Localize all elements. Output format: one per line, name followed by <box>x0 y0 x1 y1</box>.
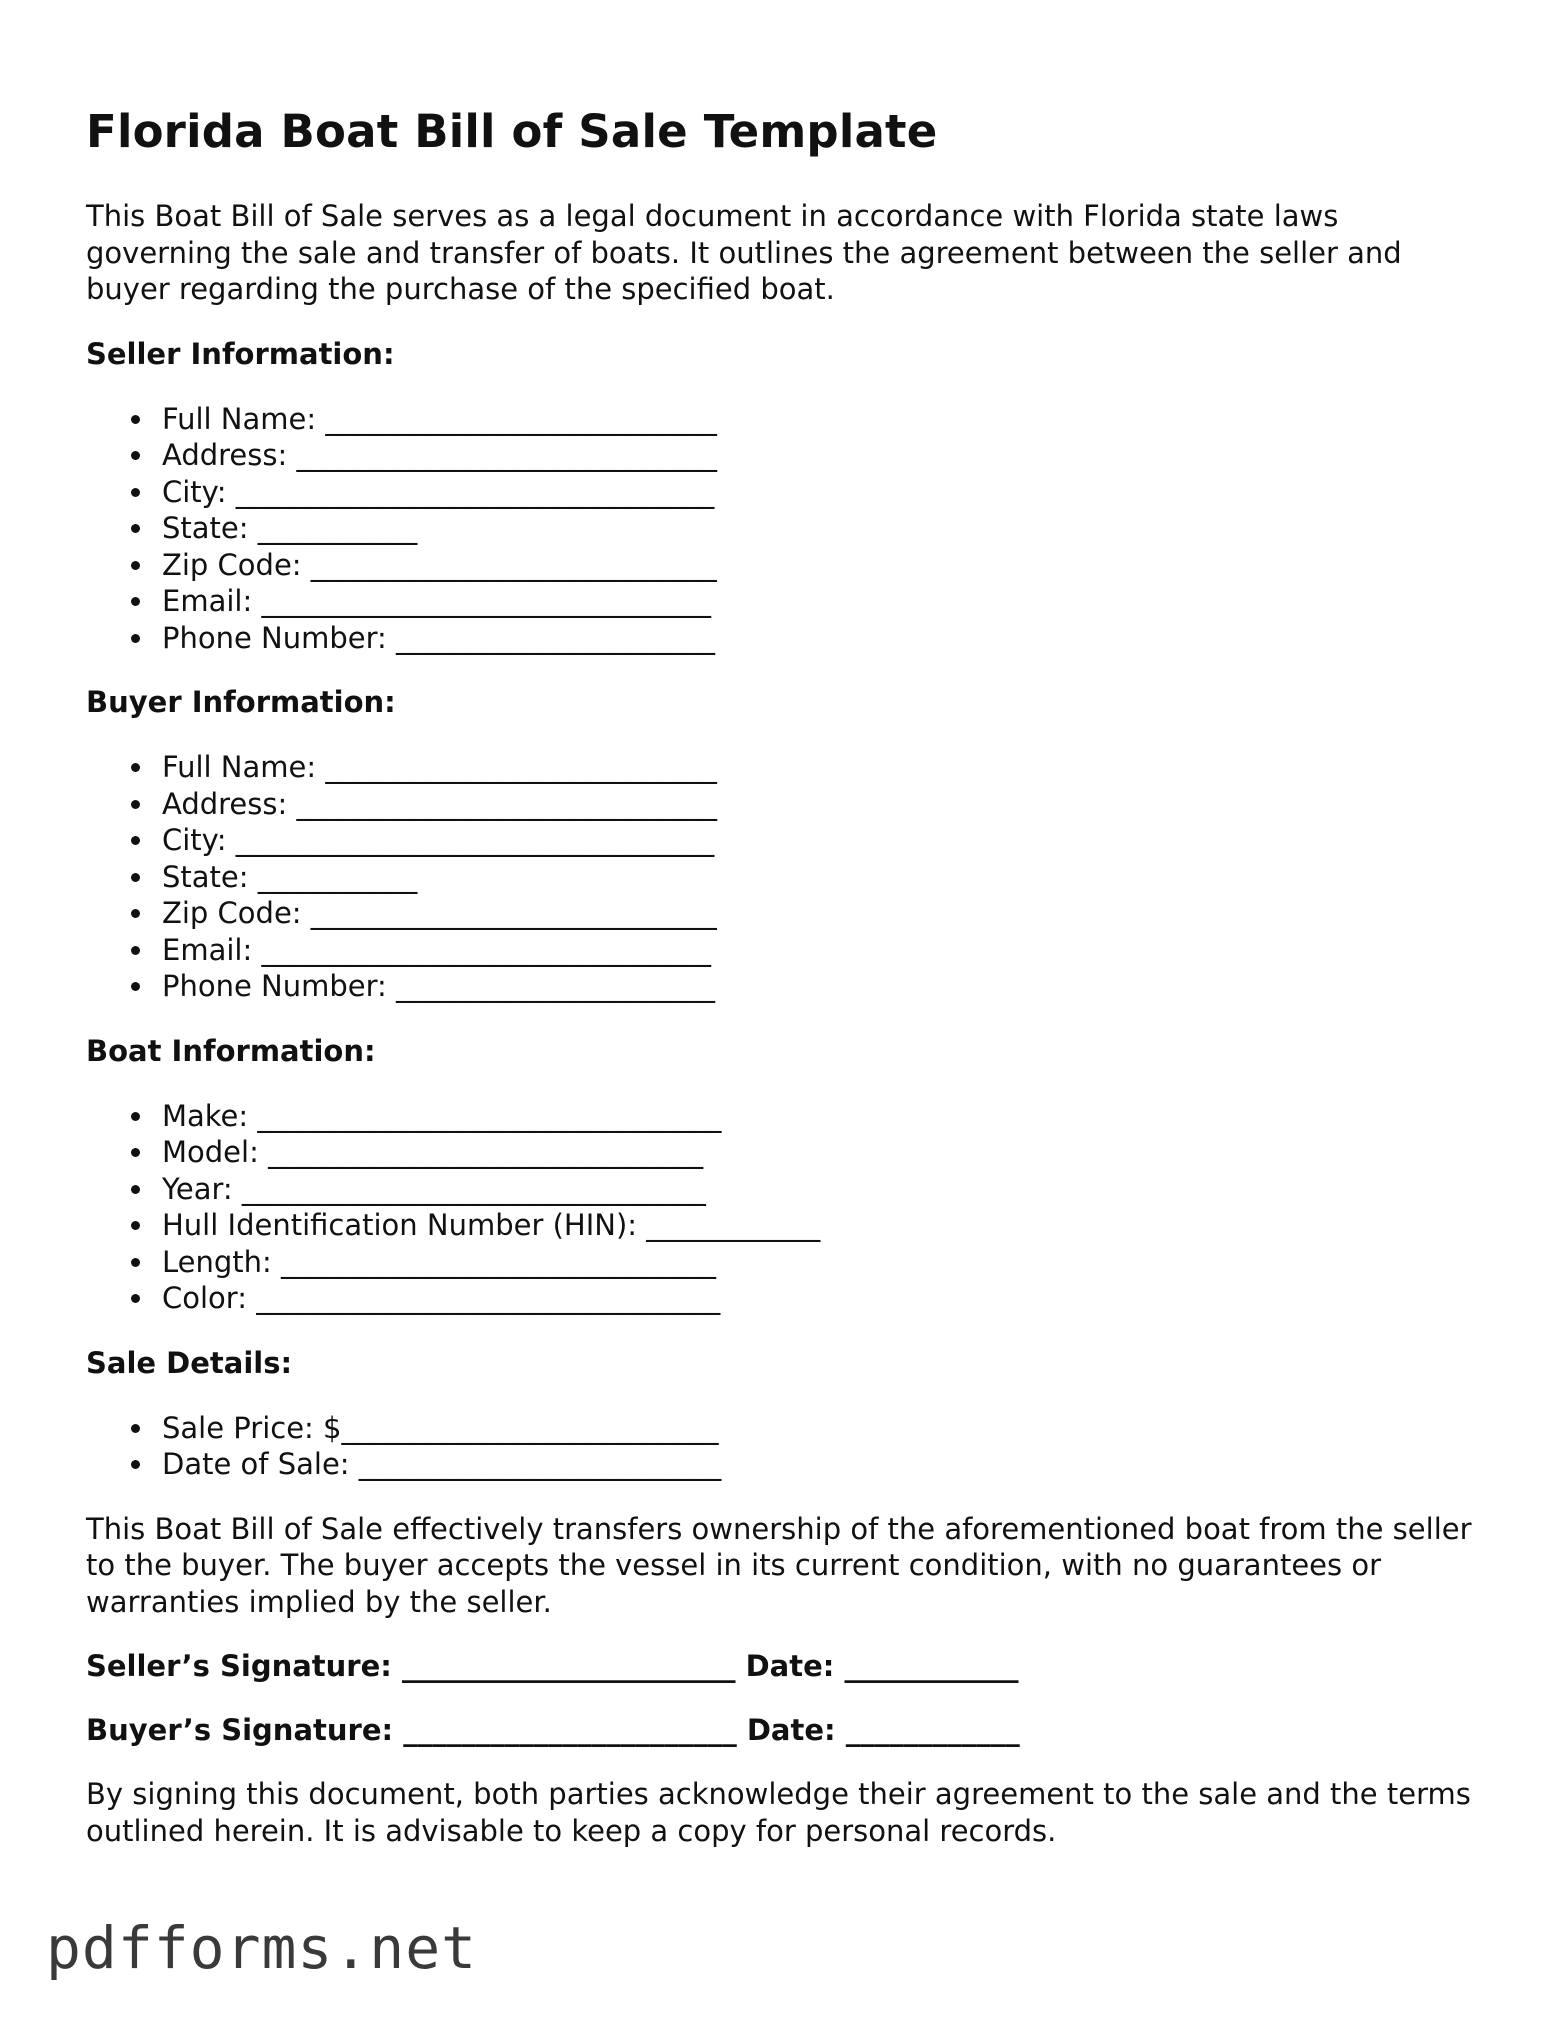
seller-state-field[interactable] <box>86 510 1486 547</box>
field-blank[interactable]: ________________________________ <box>256 1281 721 1315</box>
closing-paragraph: This Boat Bill of Sale effectively transfers ownership of the aforementioned boat from the seller to the buyer. The buyer accepts the vessel in its current condition, with no guarantees or warranties implied by the seller. <box>86 1511 1472 1619</box>
watermark: pdfforms.net <box>46 1914 478 1982</box>
field-label: Make: <box>162 1098 249 1133</box>
seller-section <box>86 336 1486 657</box>
seller-signature-blank[interactable]: _______________________ <box>401 1649 736 1683</box>
field-label: Phone Number: <box>162 620 387 655</box>
boat-model-field[interactable] <box>86 1134 1486 1171</box>
field-label: Phone Number: <box>162 969 387 1003</box>
field-label: Year: <box>162 1171 233 1206</box>
field-blank[interactable]: ___________________________ <box>325 401 717 436</box>
buyer-date-label: Date: <box>746 1713 836 1747</box>
field-blank[interactable]: ________________________________ <box>241 1171 706 1206</box>
seller-email-field[interactable] <box>86 583 1486 620</box>
field-blank[interactable]: _______________________________ <box>261 584 711 618</box>
field-blank[interactable]: ___________ <box>257 859 418 894</box>
buyer-address-field[interactable] <box>86 786 1486 823</box>
seller-full-name-field[interactable] <box>86 401 1486 438</box>
field-label: Email: <box>162 932 253 967</box>
field-label: Model: <box>162 1135 259 1169</box>
field-label: Full Name: <box>162 750 317 784</box>
field-label: City: <box>162 474 227 509</box>
field-blank[interactable]: _________________________________ <box>235 474 715 509</box>
seller-signature-label: Seller’s Signature: <box>86 1649 392 1683</box>
buyer-signature-line <box>86 1712 1486 1748</box>
field-blank[interactable]: ____________ <box>646 1208 821 1242</box>
field-blank[interactable]: _________________________________ <box>235 823 715 857</box>
field-blank[interactable]: ______________________________ <box>281 1244 717 1279</box>
sale-heading: Sale Details: <box>86 1345 293 1380</box>
seller-phone-field[interactable] <box>86 620 1486 657</box>
field-blank[interactable]: _______________________________ <box>261 932 711 967</box>
boat-color-field[interactable] <box>86 1280 1486 1317</box>
boat-section <box>86 1033 1486 1317</box>
field-blank[interactable]: _____________________________ <box>296 438 717 472</box>
buyer-zip-field[interactable] <box>86 895 1486 932</box>
buyer-heading: Buyer Information: <box>86 685 396 719</box>
buyer-date-blank[interactable]: ____________ <box>845 1713 1020 1747</box>
buyer-signature-label: Buyer’s Signature: <box>86 1713 394 1747</box>
field-label: Zip Code: <box>162 547 302 582</box>
field-blank[interactable]: ______________________ <box>396 620 716 655</box>
field-blank[interactable]: ______________________________ <box>268 1135 704 1169</box>
seller-city-field[interactable] <box>86 474 1486 511</box>
field-blank[interactable]: _____________________________ <box>296 786 717 821</box>
field-blank[interactable]: ________________________________ <box>257 1098 722 1133</box>
field-label: Full Name: <box>162 401 317 436</box>
sale-price-field[interactable] <box>86 1410 1486 1447</box>
sale-date-field[interactable] <box>86 1446 1486 1483</box>
sale-fields <box>86 1410 1486 1483</box>
intro-paragraph: This Boat Bill of Sale serves as a legal document in accordance with Florida state laws governing the sale and transfer of boats. It outlines the agreement between the seller and buyer regarding the purchase of the specified boat. <box>86 199 1402 306</box>
field-blank[interactable]: ____________________________ <box>310 896 717 930</box>
field-label: Sale Price: $ <box>162 1410 342 1445</box>
field-label: State: <box>162 859 249 894</box>
field-label: Hull Identification Number (HIN): <box>162 1208 638 1242</box>
field-label: Email: <box>162 584 253 618</box>
seller-signature-line <box>86 1648 1486 1684</box>
seller-date-label: Date: <box>745 1649 835 1683</box>
field-label: City: <box>162 823 227 857</box>
field-label: Color: <box>162 1281 247 1315</box>
buyer-state-field[interactable] <box>86 859 1486 896</box>
field-label: Address: <box>162 438 288 472</box>
final-note: By signing this document, both parties acknowledge their agreement to the sale and the terms outlined herein. It is advisable to keep a copy for personal records. <box>86 1777 1471 1848</box>
document-title: Florida Boat Bill of Sale Template <box>86 105 938 158</box>
sale-section <box>86 1345 1486 1483</box>
boat-length-field[interactable] <box>86 1244 1486 1281</box>
field-label: State: <box>162 511 249 545</box>
boat-hin-field[interactable] <box>86 1207 1486 1244</box>
seller-date-blank[interactable]: ____________ <box>844 1649 1019 1683</box>
buyer-fields <box>86 749 1486 1005</box>
document-page <box>86 104 1486 1849</box>
field-blank[interactable]: ___________ <box>257 511 418 545</box>
field-blank[interactable]: ___________________________ <box>325 750 717 784</box>
boat-heading: Boat Information: <box>86 1033 376 1068</box>
field-blank[interactable]: __________________________ <box>341 1410 719 1445</box>
buyer-phone-field[interactable] <box>86 968 1486 1005</box>
seller-heading: Seller Information: <box>86 336 395 371</box>
boat-make-field[interactable] <box>86 1098 1486 1135</box>
field-label: Date of Sale: <box>162 1447 350 1481</box>
field-label: Length: <box>162 1244 272 1279</box>
seller-address-field[interactable] <box>86 437 1486 474</box>
buyer-section <box>86 684 1486 1005</box>
boat-year-field[interactable] <box>86 1171 1486 1208</box>
buyer-city-field[interactable] <box>86 822 1486 859</box>
field-blank[interactable]: _________________________ <box>358 1447 722 1481</box>
seller-zip-field[interactable] <box>86 547 1486 584</box>
buyer-email-field[interactable] <box>86 932 1486 969</box>
seller-fields <box>86 401 1486 657</box>
field-label: Zip Code: <box>162 896 302 930</box>
boat-fields <box>86 1098 1486 1317</box>
buyer-signature-blank[interactable]: _______________________ <box>403 1713 737 1747</box>
field-label: Address: <box>162 786 288 821</box>
field-blank[interactable]: ____________________________ <box>310 547 717 582</box>
buyer-full-name-field[interactable] <box>86 749 1486 786</box>
field-blank[interactable]: ______________________ <box>396 969 716 1003</box>
